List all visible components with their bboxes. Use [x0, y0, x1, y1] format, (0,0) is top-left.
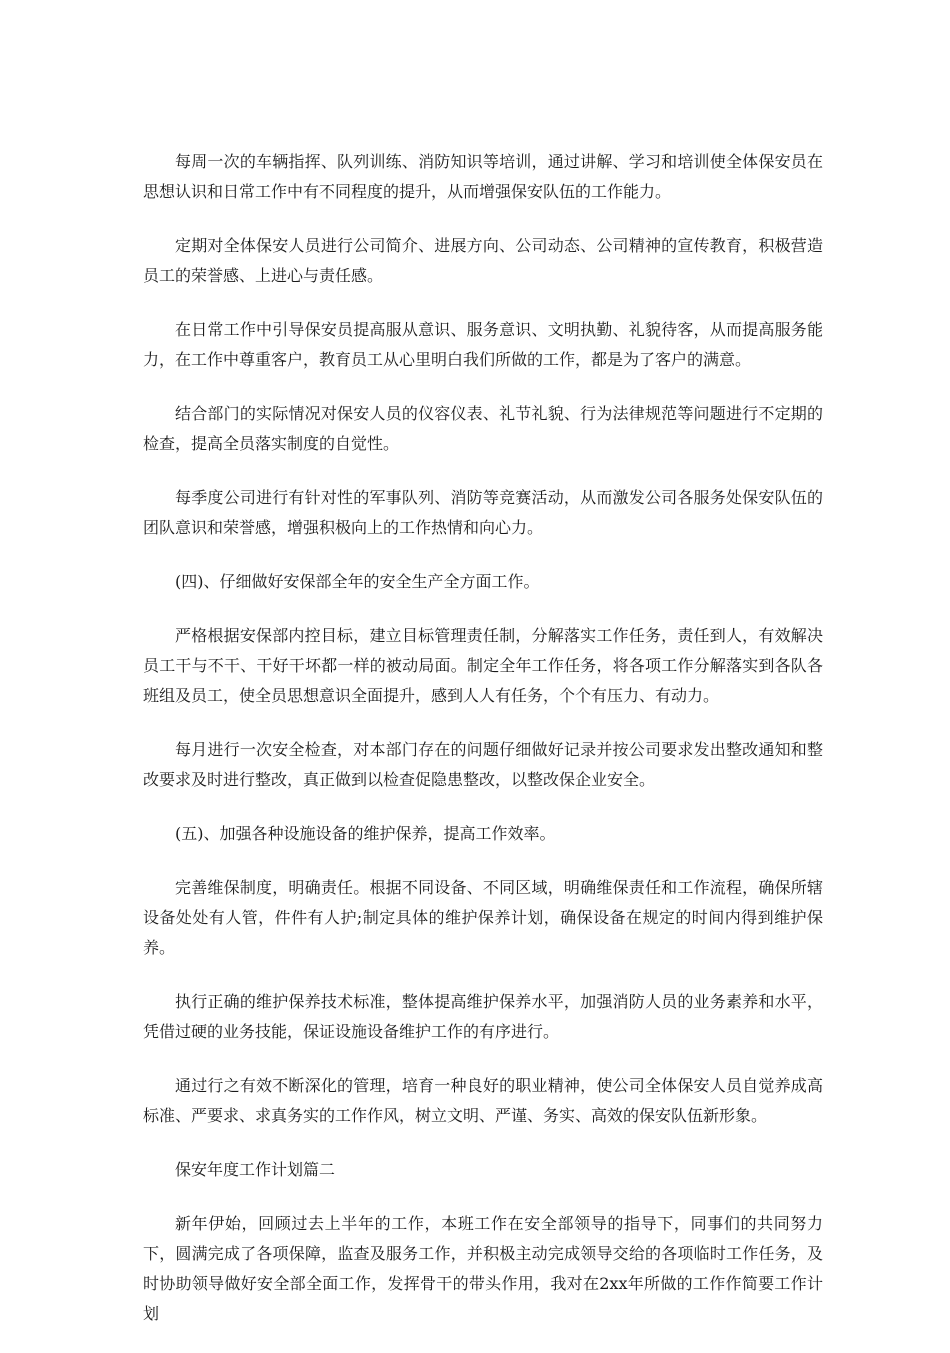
paragraph-company-education: 定期对全体保安人员进行公司简介、进展方向、公司动态、公司精神的宣传教育，积极营造员工的荣誉感、上进心与责任感。 — [143, 236, 823, 285]
article-title-part-two: 保安年度工作计划篇二 — [175, 1160, 336, 1179]
paragraph-monthly-check: 每月进行一次安全检查，对本部门存在的问题仔细做好记录并按公司要求发出整改通知和整改要求及时进行整改，真正做到以检查促隐患整改，以整改保企业安全。 — [143, 740, 823, 789]
section-heading-four: (四)、仔细做好安保部全年的安全生产全方面工作。 — [175, 572, 540, 591]
paragraph-service-awareness: 在日常工作中引导保安员提高服从意识、服务意识、文明执勤、礼貌待客，从而提高服务能力，在工作中尊重客户，教育员工从心里明白我们所做的工作，都是为了客户的满意。 — [143, 320, 823, 369]
paragraph-professional-spirit: 通过行之有效不断深化的管理，培育一种良好的职业精神，使公司全体保安人员自觉养成高标准、严要求、求真务实的工作作风，树立文明、严谨、务实、高效的保安队伍新形象。 — [143, 1076, 823, 1125]
paragraph-inspection: 结合部门的实际情况对保安人员的仪容仪表、礼节礼貌、行为法律规范等问题进行不定期的检查，提高全员落实制度的自觉性。 — [143, 404, 823, 453]
paragraph-responsibility: 严格根据安保部内控目标，建立目标管理责任制，分解落实工作任务，责任到人，有效解决员工干与不干、干好干坏都一样的被动局面。制定全年工作任务，将各项工作分解落实到各队各班组及员工，使全员思想意识全面提升，感到人人有任务，个个有压力、有动力。 — [143, 626, 823, 705]
document-body — [143, 147, 823, 1353]
paragraph-competition: 每季度公司进行有针对性的军事队列、消防等竞赛活动，从而激发公司各服务处保安队伍的团队意识和荣誉感，增强积极向上的工作热情和向心力。 — [143, 488, 823, 537]
paragraph-training: 每周一次的车辆指挥、队列训练、消防知识等培训，通过讲解、学习和培训使全体保安员在思想认识和日常工作中有不同程度的提升，从而增强保安队伍的工作能力。 — [143, 152, 823, 201]
paragraph-technical-standard: 执行正确的维护保养技术标准，整体提高维护保养水平，加强消防人员的业务素养和水平，凭借过硬的业务技能，保证设施设备维护工作的有序进行。 — [143, 992, 823, 1041]
section-heading-five: (五)、加强各种设施设备的维护保养，提高工作效率。 — [175, 824, 556, 843]
paragraph-maintenance-system: 完善维保制度，明确责任。根据不同设备、不同区域，明确维保责任和工作流程，确保所辖设备处处有人管，件件有人护;制定具体的维护保养计划，确保设备在规定的时间内得到维护保养。 — [143, 878, 823, 957]
paragraph-new-year: 新年伊始，回顾过去上半年的工作，本班工作在安全部领导的指导下，同事们的共同努力下，圆满完成了各项保障，监查及服务工作，并积极主动完成领导交给的各项临时工作任务，及时协助领导做好安全部全面工作，发挥骨干的带头作用，我对在2xx年所做的工作作简要工作计划 — [143, 1214, 823, 1323]
